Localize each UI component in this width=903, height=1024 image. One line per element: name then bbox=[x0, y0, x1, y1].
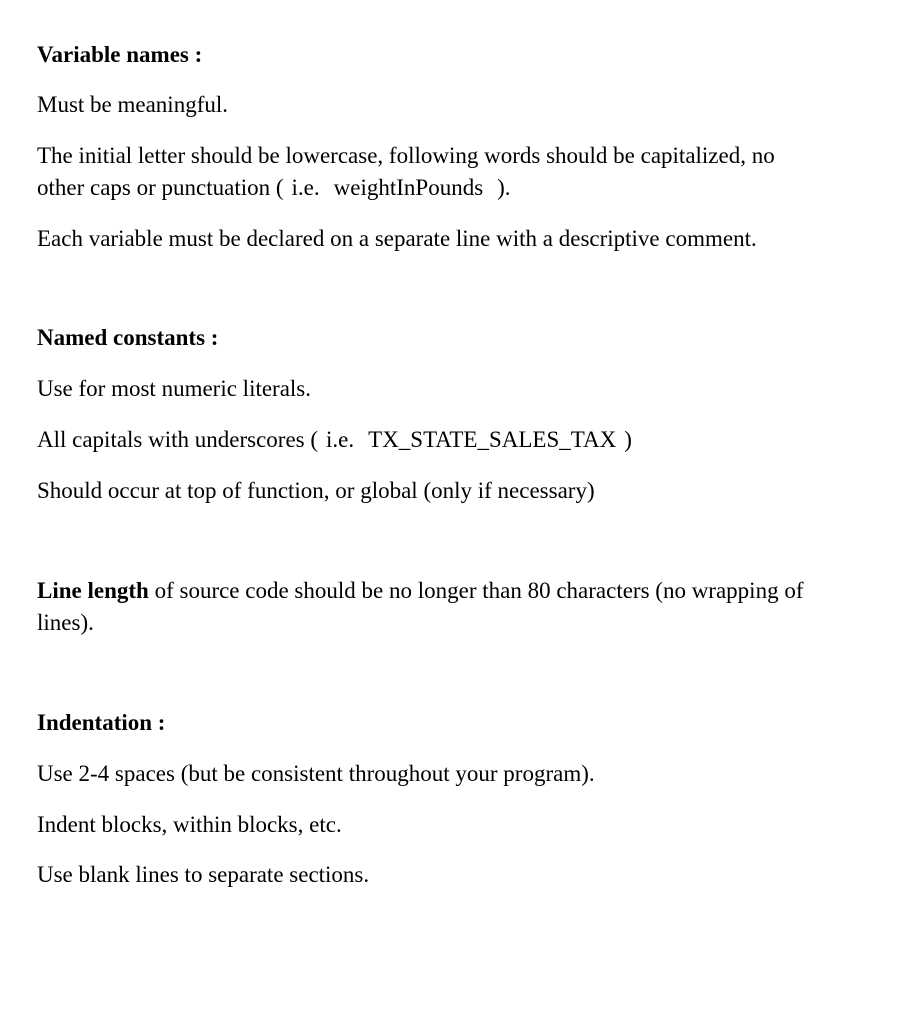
variable-names-rule-case-prefix: other caps or punctuation ( bbox=[37, 175, 284, 200]
variable-names-rule-case-line1: The initial letter should be lowercase, following words should be capitalized, no bbox=[37, 143, 775, 168]
named-constants-rule-placement: Should occur at top of function, or global (only if necessary) bbox=[37, 478, 595, 503]
indentation-rule-blank-lines: Use blank lines to separate sections. bbox=[37, 862, 370, 887]
named-constants-rule-capitals-suffix: ) bbox=[624, 427, 632, 452]
named-constants-heading: Named constants : bbox=[37, 325, 219, 350]
named-constants-rule-numeric: Use for most numeric literals. bbox=[37, 376, 312, 401]
line-length-label: Line length bbox=[37, 578, 149, 603]
named-constants-example: TX_STATE_SALES_TAX bbox=[368, 427, 617, 452]
indentation-rule-blocks: Indent blocks, within blocks, etc. bbox=[37, 812, 342, 837]
variable-names-example: weightInPounds bbox=[333, 175, 484, 200]
variable-names-rule-meaningful: Must be meaningful. bbox=[37, 92, 228, 117]
named-constants-rule-capitals bbox=[37, 424, 632, 456]
indentation-heading: Indentation : bbox=[37, 710, 166, 735]
line-length-text-line1: of source code should be no longer than 80 characters (no wrapping of bbox=[154, 578, 804, 603]
named-constants-rule-capitals-prefix: All capitals with underscores ( bbox=[37, 427, 319, 452]
variable-names-rule-declare: Each variable must be declared on a separate line with a descriptive comment. bbox=[37, 226, 757, 251]
named-constants-ie: i.e. bbox=[326, 427, 355, 452]
line-length-line2: lines). bbox=[37, 610, 94, 635]
variable-names-heading: Variable names : bbox=[37, 42, 203, 67]
line-length-line1 bbox=[37, 575, 803, 607]
variable-names-rule-case-suffix: ). bbox=[497, 175, 511, 200]
variable-names-ie: i.e. bbox=[291, 175, 320, 200]
indentation-rule-spaces: Use 2-4 spaces (but be consistent throughout your program). bbox=[37, 761, 595, 786]
variable-names-rule-case-line2 bbox=[37, 172, 511, 204]
